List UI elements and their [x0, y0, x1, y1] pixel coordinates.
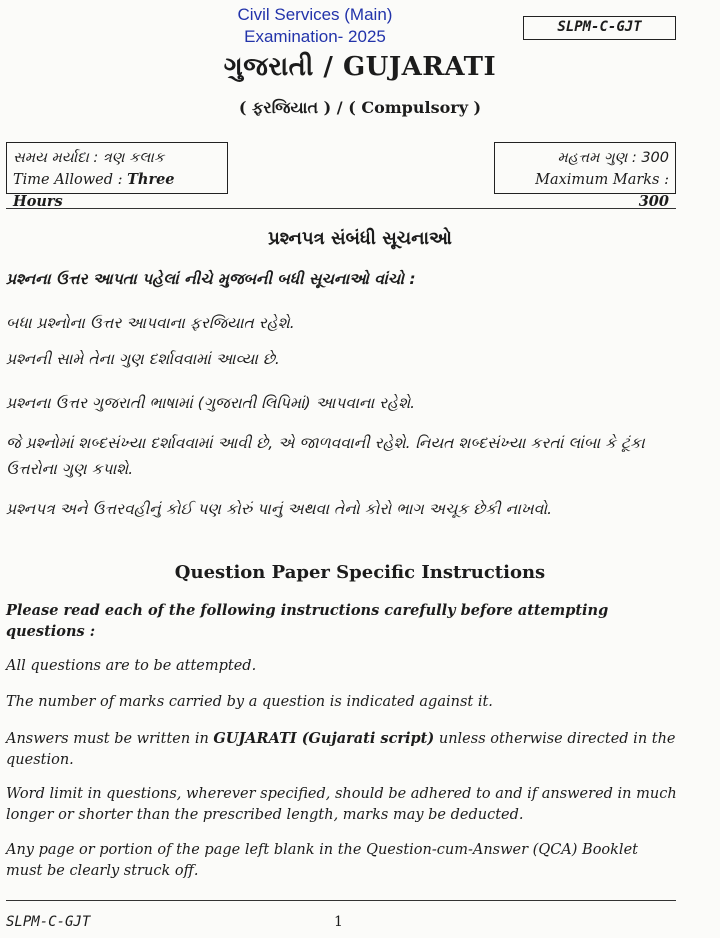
english-instructions-intro: Please read each of the following instructions carefully before attempting questions : [6, 602, 609, 640]
paper-subtitle: ( ફરજિયાત ) / ( Compulsory ) [238, 98, 482, 117]
exam-stamp [220, 4, 410, 48]
page-number: 1 [334, 914, 343, 930]
maximum-marks-english [501, 169, 669, 213]
gujarati-instruction-item: જે પ્રશ્નોમાં શબ્દસંખ્યા દર્શાવવામાં આવી છે, એ જાળવવાની રહેશે. નિયત શબ્દસંખ્યા કરતાં લાંબા કે ટૂંકા ઉત્તરોના ગુણ કપાશે. [6, 434, 645, 478]
paper-code-box: SLPM-C-GJT [523, 16, 676, 40]
maximum-marks-box [494, 142, 676, 210]
time-allowed-english [13, 169, 221, 213]
paper-title: ગુજરાતી / GUJARATI [223, 52, 497, 82]
instruction-text-part: unless otherwise directed in the question. [6, 731, 676, 768]
maximum-marks-value: 300 [638, 193, 669, 210]
english-instruction-item: The number of marks carried by a question is indicated against it. [6, 694, 493, 710]
english-instructions-heading: Question Paper Specific Instructions [174, 562, 546, 583]
instruction-language-emphasis: GUJARATI (Gujarati script) [213, 730, 435, 747]
gujarati-instruction-item: પ્રશ્નના ઉત્તર ગુજરાતી ભાષામાં (ગુજરાતી લિપિમાં) આપવાના રહેશે. [6, 394, 416, 412]
time-allowed-label: Time Allowed : [13, 172, 123, 188]
english-instruction-item: All questions are to be attempted. [6, 658, 257, 674]
instruction-text-part: Answers must be written in [6, 731, 214, 747]
footer-paper-code: SLPM-C-GJT [6, 914, 91, 930]
gujarati-instruction-item: બધા પ્રશ્નોના ઉત્તર આપવાના ફરજિયાત રહેશે. [6, 314, 295, 332]
header-divider [6, 208, 676, 209]
gujarati-instructions-intro: પ્રશ્નના ઉત્તર આપતા પહેલાં નીચે મુજબની બધી સૂચનાઓ વાંચો : [6, 270, 416, 288]
time-allowed-gujarati: સમય મર્યાદા : ત્રણ કલાક [13, 150, 165, 166]
english-instruction-item: Word limit in questions, wherever specified, should be adhered to and if answered in much longer or shorter than the prescribed length, marks may be deducted. [6, 786, 677, 823]
maximum-marks-label: Maximum Marks : [535, 172, 669, 188]
gujarati-instruction-item: પ્રશ્નપત્ર અને ઉત્તરવહીનું કોઈ પણ કોરું પાનું અથવા તેનો કોરો ભાગ અચૂક છેકી નાખવો. [6, 500, 553, 518]
stamp-line-2: Examination- 2025 [244, 27, 386, 46]
footer-divider [6, 900, 676, 901]
english-instruction-item [6, 728, 678, 771]
gujarati-instructions-heading: પ્રશ્નપત્ર સંબંધી સૂચનાઓ [268, 228, 452, 249]
time-allowed-box [6, 142, 228, 210]
time-allowed-value: Three Hours [13, 171, 175, 210]
gujarati-instruction-item: પ્રશ્નની સામે તેના ગુણ દર્શાવવામાં આવ્યા છે. [6, 350, 280, 368]
maximum-marks-gujarati: મહત્તમ ગુણ : 300 [557, 150, 669, 166]
stamp-line-1: Civil Services (Main) [237, 5, 393, 24]
english-instruction-item: Any page or portion of the page left blank in the Question-cum-Answer (QCA) Booklet must be clearly struck off. [6, 842, 638, 879]
